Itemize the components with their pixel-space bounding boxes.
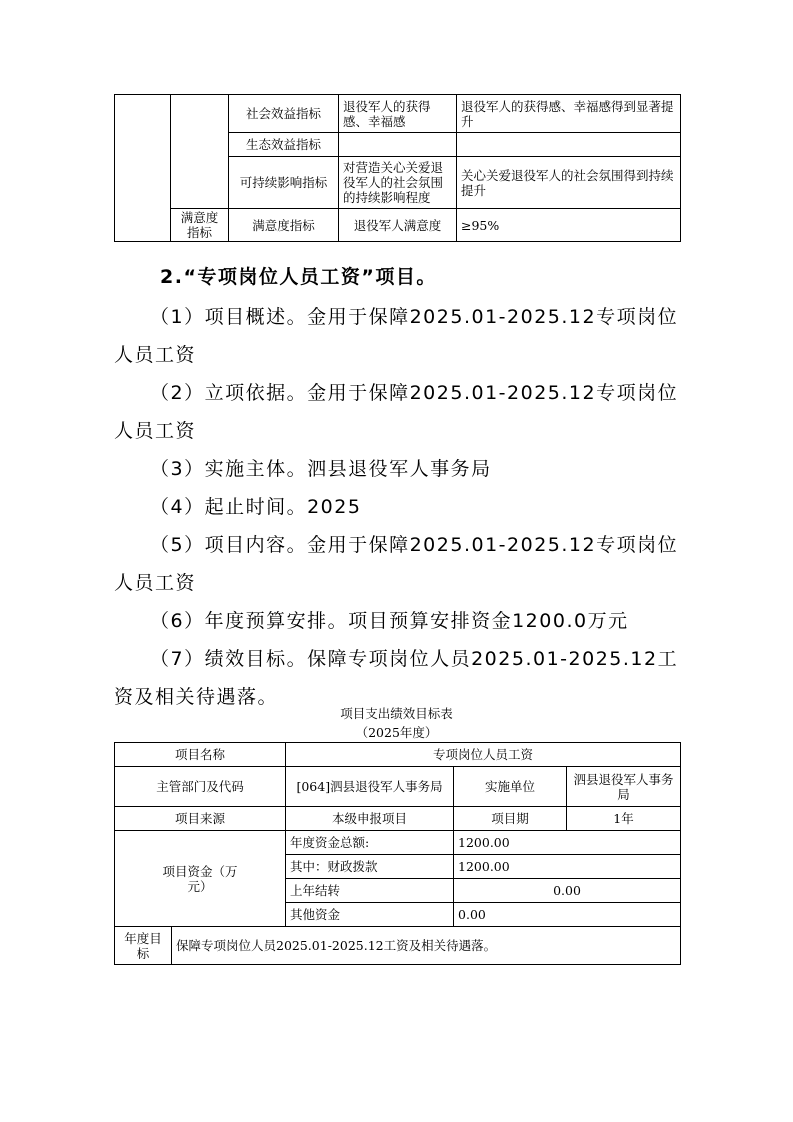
paragraph-goal: （7）绩效目标。保障专项岗位人员2025.01-2025.12工 <box>150 648 679 670</box>
goal-value: 保障专项岗位人员2025.01-2025.12工资及相关待遇落。 <box>172 927 681 965</box>
paragraph-goal-cont: 资及相关待遇落。 <box>114 686 279 708</box>
fund-item-value: 0.00 <box>454 879 681 903</box>
satisfaction-category: 满意度指标 <box>171 209 229 242</box>
paragraph-overview: （1）项目概述。金用于保障2025.01-2025.12专项岗位 <box>150 306 679 328</box>
funds-label: 项目资金（万元） <box>115 831 286 927</box>
indicator-target <box>457 133 681 157</box>
table-row <box>115 767 681 807</box>
section-heading: 2.“专项岗位人员工资”项目。 <box>160 266 437 288</box>
table-row <box>115 209 681 242</box>
indicator-name: 满意度指标 <box>229 209 339 242</box>
indicator-target: 退役军人的获得感、幸福感得到显著提升 <box>457 95 681 133</box>
table-row <box>115 927 681 965</box>
paragraph-subject: （3）实施主体。泗县退役军人事务局 <box>150 458 492 480</box>
table-subtitle: （2025年度） <box>355 725 438 740</box>
indicator-name: 生态效益指标 <box>229 133 339 157</box>
impl-unit-value: 泗县退役军人事务局 <box>567 767 681 807</box>
impl-unit-label: 实施单位 <box>454 767 567 807</box>
indicator-target: 关心关爱退役军人的社会氛围得到持续提升 <box>457 157 681 209</box>
indicator-content: 对营造关心关爱退役军人的社会氛围的持续影响程度 <box>339 157 457 209</box>
paragraph-overview-cont: 人员工资 <box>114 344 197 366</box>
fund-item-value: 1200.00 <box>454 831 681 855</box>
fund-item-value: 0.00 <box>454 903 681 927</box>
paragraph-basis: （2）立项依据。金用于保障2025.01-2025.12专项岗位 <box>150 382 679 404</box>
table-row <box>115 743 681 767</box>
paragraph-content-cont: 人员工资 <box>114 572 197 594</box>
indicator-content: 退役军人的获得感、幸福感 <box>339 95 457 133</box>
paragraph-budget: （6）年度预算安排。项目预算安排资金1200.0万元 <box>150 610 629 632</box>
period-label: 项目期 <box>454 807 567 831</box>
fund-item-label: 其中：财政拨款 <box>286 855 454 879</box>
performance-table <box>114 742 681 965</box>
table-title: 项目支出绩效目标表 <box>340 706 453 721</box>
dept-label: 主管部门及代码 <box>115 767 286 807</box>
fund-item-label: 其他资金 <box>286 903 454 927</box>
source-label: 项目来源 <box>115 807 286 831</box>
indicator-content <box>339 133 457 157</box>
dept-value: [064]泗县退役军人事务局 <box>286 767 454 807</box>
paragraph-time: （4）起止时间。2025 <box>150 496 362 518</box>
blank-cell <box>115 95 171 242</box>
table-row <box>115 831 681 855</box>
indicator-content: 退役军人满意度 <box>339 209 457 242</box>
project-name-value: 专项岗位人员工资 <box>286 743 681 767</box>
goal-label: 年度目标 <box>115 927 172 965</box>
indicator-name: 社会效益指标 <box>229 95 339 133</box>
source-value: 本级申报项目 <box>286 807 454 831</box>
indicator-table <box>114 94 681 242</box>
fund-item-label: 年度资金总额: <box>286 831 454 855</box>
fund-item-value: 1200.00 <box>454 855 681 879</box>
indicator-name: 可持续影响指标 <box>229 157 339 209</box>
fund-item-label: 上年结转 <box>286 879 454 903</box>
blank-cell <box>171 95 229 209</box>
paragraph-basis-cont: 人员工资 <box>114 420 197 442</box>
indicator-target: ≥95% <box>457 209 681 242</box>
period-value: 1年 <box>567 807 681 831</box>
table-row <box>115 807 681 831</box>
project-name-label: 项目名称 <box>115 743 286 767</box>
table-row <box>115 95 681 133</box>
paragraph-content: （5）项目内容。金用于保障2025.01-2025.12专项岗位 <box>150 534 679 556</box>
